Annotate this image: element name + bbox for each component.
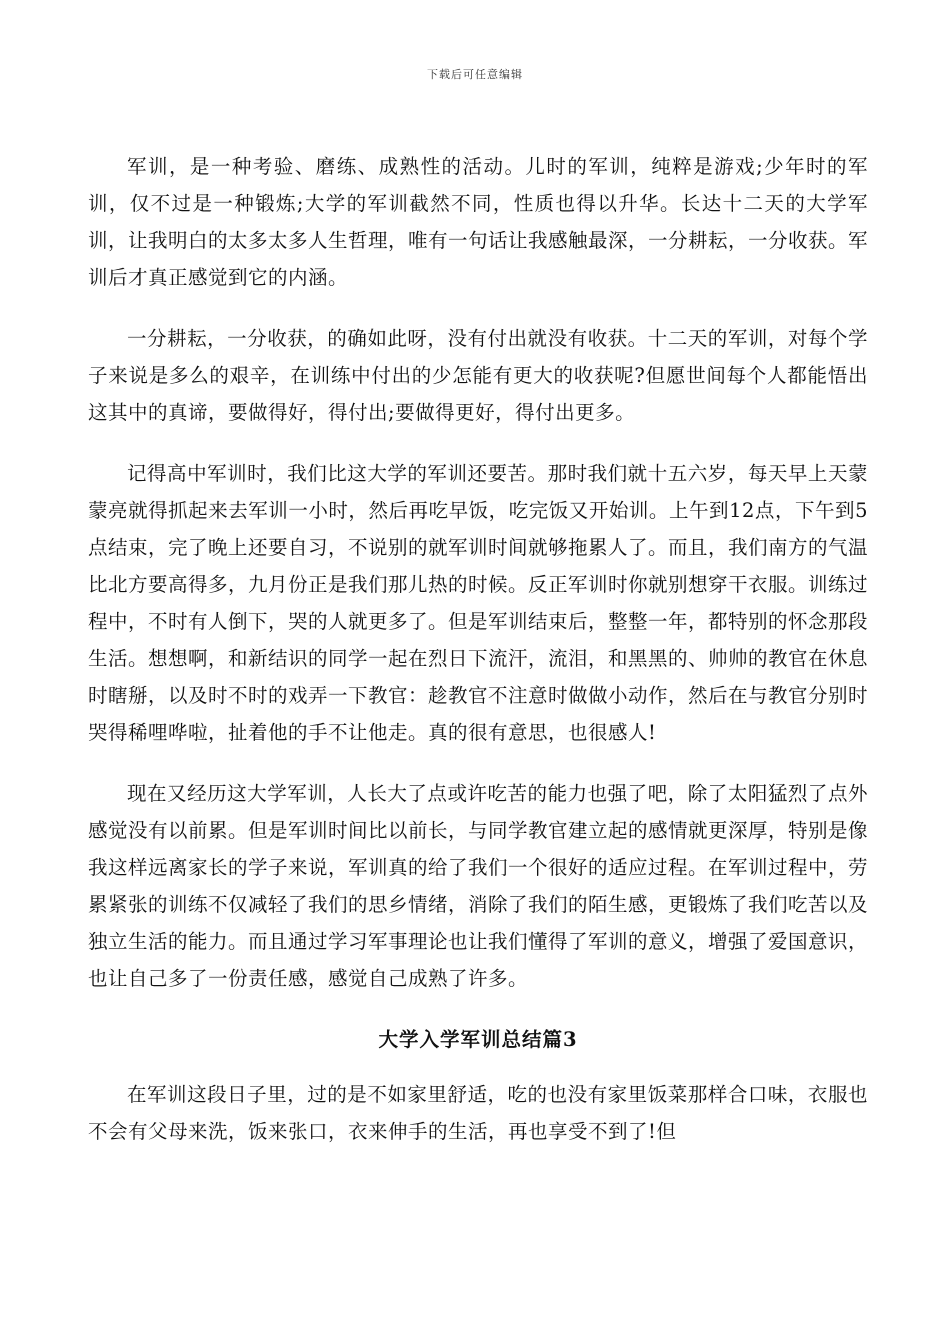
section-paragraph-1: 在军训这段日子里，过的是不如家里舒适，吃的也没有家里饭菜那样合口味，衣服也不会有父母来洗，饭来张口，衣来伸手的生活，再也享受不到了!但 [88, 1083, 868, 1143]
paragraph-4: 现在又经历这大学军训，人长大了点或许吃苦的能力也强了吧，除了太阳猛烈了点外感觉没有以前累。但是军训时间比以前长，与同学教官建立起的感情就更深厚，特别是像我这样远离家长的学子来说，军训真的给了我们一个很好的适应过程。在军训过程中，劳累紧张的训练不仅减轻了我们的思乡情绪，消除了我们的陌生感，更锻炼了我们吃苦以及独立生活的能力。而且通过学习军事理论也让我们懂得了军训的意义，增强了爱国意识，也让自己多了一份责任感，感觉自己成熟了许多。 [88, 782, 869, 990]
page-header-note: 下载后可任意编辑 [427, 68, 523, 81]
section-heading: 大学入学军训总结篇3 [378, 1028, 578, 1051]
document-body [88, 148, 868, 1174]
paragraph-2: 一分耕耘，一分收获，的确如此呀，没有付出就没有收获。十二天的军训，对每个学子来说是多么的艰辛，在训练中付出的少怎能有更大的收获呢?但愿世间每个人都能悟出这其中的真谛，要做得好，得付出;要做得更好，得付出更多。 [88, 327, 868, 424]
paragraph-3: 记得高中军训时，我们比这大学的军训还要苦。那时我们就十五六岁，每天早上天蒙蒙亮就得抓起来去军训一小时，然后再吃早饭，吃完饭又开始训。上午到12点，下午到5点结束，完了晚上还要自习，不说别的就军训时间就够拖累人了。而且，我们南方的气温比北方要高得多，九月份正是我们那儿热的时候。反正军训时你就别想穿干衣服。训练过程中，不时有人倒下，哭的人就更多了。但是军训结束后，整整一年，都特别的怀念那段生活。想想啊，和新结识的同学一起在烈日下流汗，流泪，和黑黑的、帅帅的教官在休息时瞎掰，以及时不时的戏弄一下教官：趁教官不注意时做做小动作，然后在与教官分别时哭得稀哩哗啦，扯着他的手不让他走。真的很有意思，也很感人! [88, 462, 869, 744]
paragraph-1: 军训，是一种考验、磨练、成熟性的活动。儿时的军训，纯粹是游戏;少年时的军训，仅不过是一种锻炼;大学的军训截然不同，性质也得以升华。长达十二天的大学军训，让我明白的太多太多人生哲理，唯有一句话让我感触最深，一分耕耘，一分收获。军训后才真正感觉到它的内涵。 [88, 155, 869, 289]
